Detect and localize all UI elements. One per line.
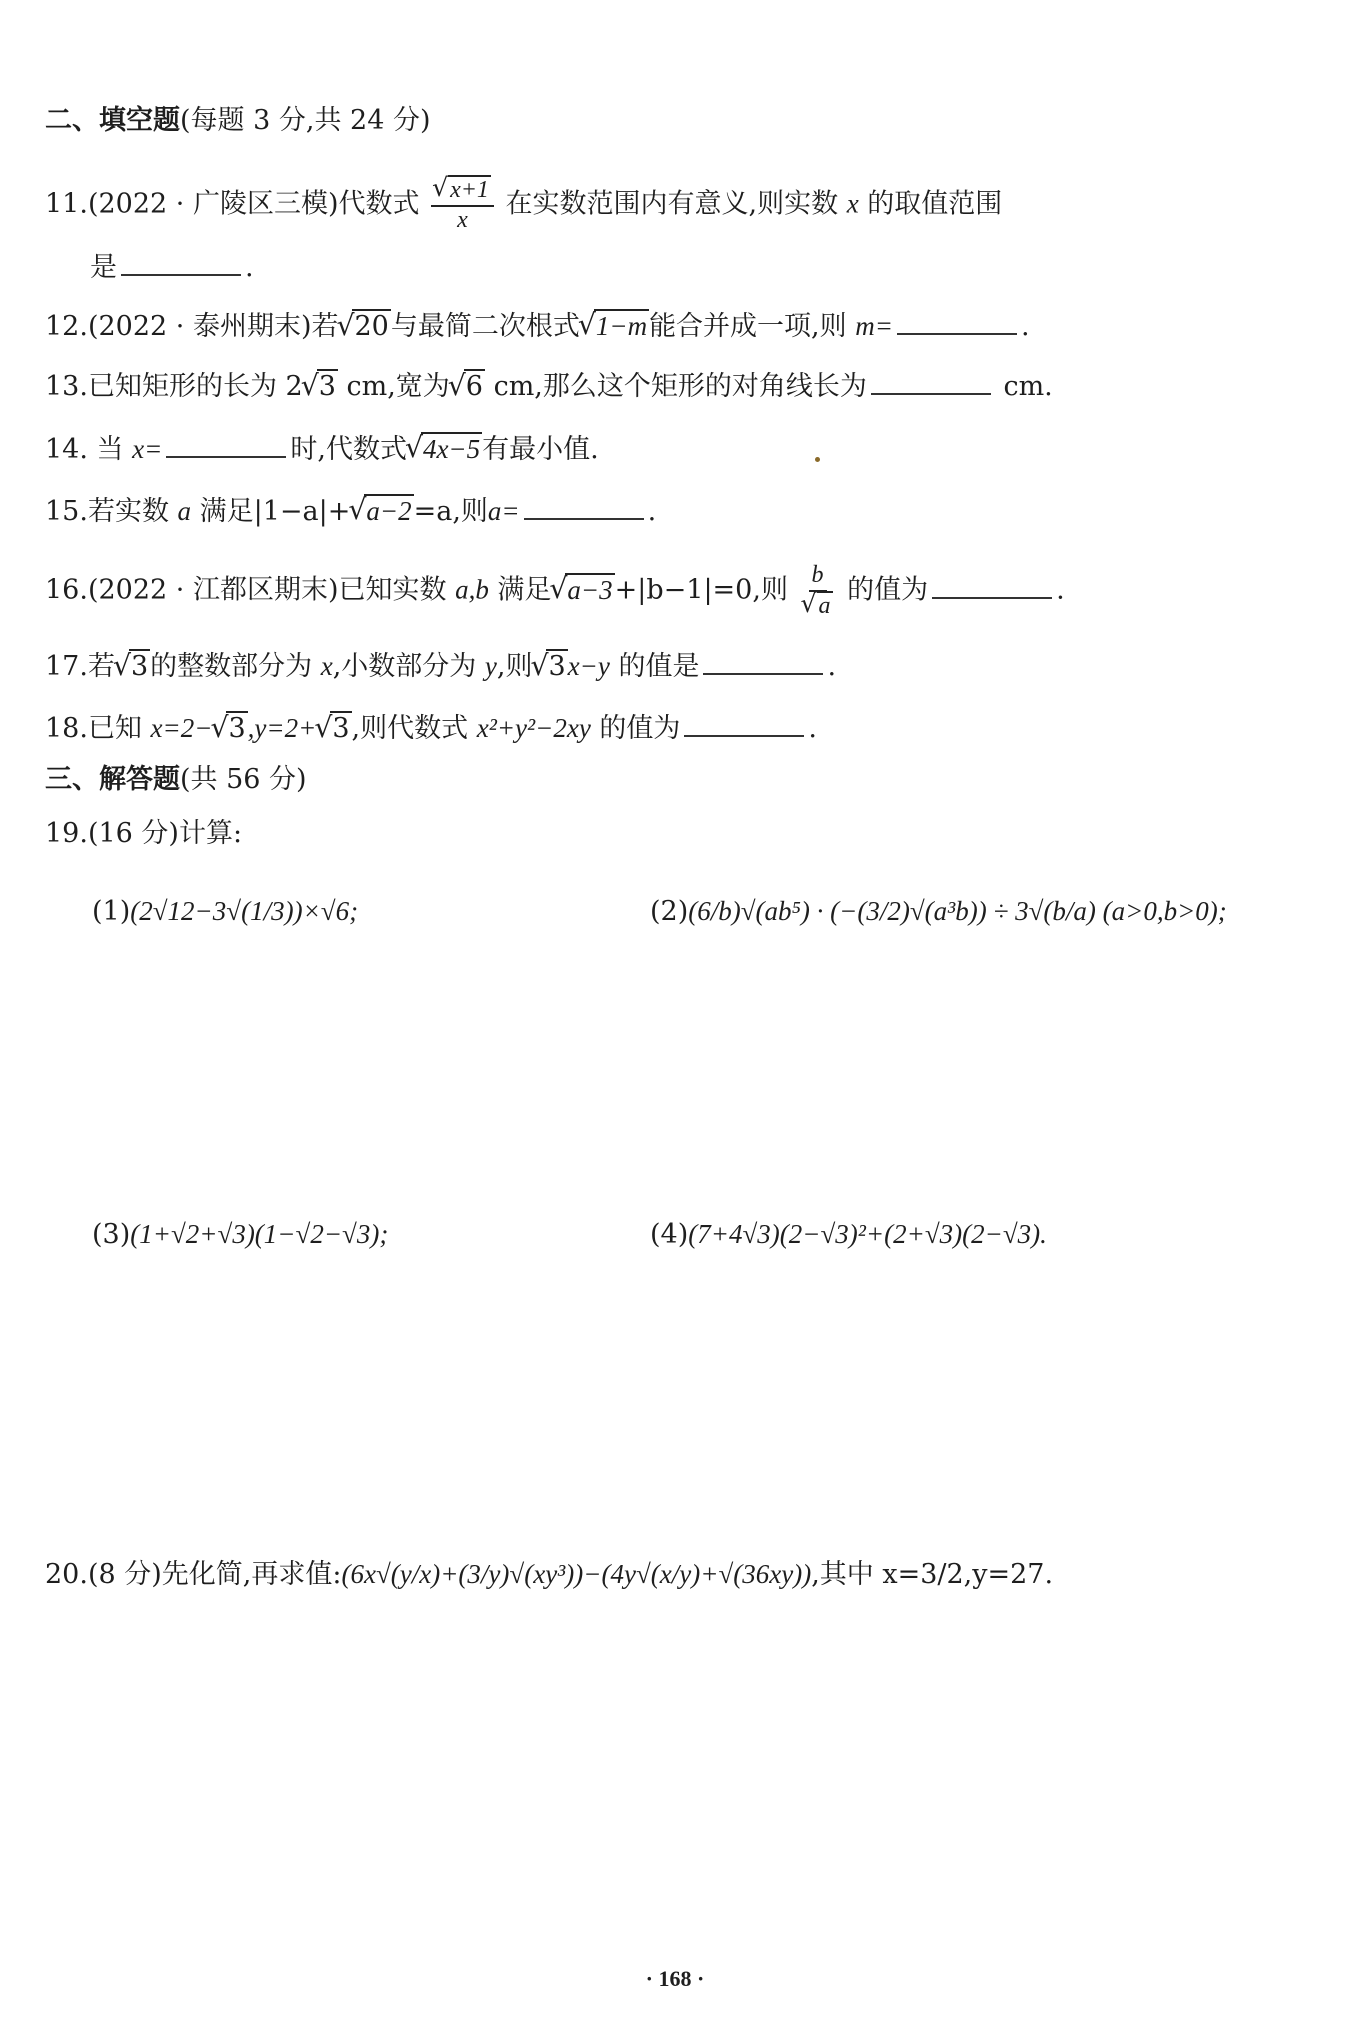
fraction: b √ a [800, 562, 836, 620]
question-17: 17.若√ 3的整数部分为 x,小数部分为 y,则√ 3x−y 的值是 . [45, 650, 836, 683]
answer-blank[interactable] [871, 371, 991, 395]
fraction: √ $\frac{x+1}{x}$ [431, 176, 494, 234]
question-16: 16.(2022 · 江都区期末)已知实数 a,b 满足√ a−3+|b−1|=0,则 b √ a 的值为 . [45, 562, 1065, 620]
question-20: 20.(8 分)先化简,再求值:(6x√(y/x)+(3/y)√(xy³))−(4y√(x/y)+√(36xy)),其中 x=3/2,y=27. [45, 1559, 1054, 1590]
ink-dot [815, 457, 820, 462]
answer-blank[interactable] [166, 434, 286, 458]
answer-blank[interactable] [684, 713, 804, 737]
answer-blank[interactable] [524, 496, 644, 520]
page-number: · 168 · [645, 1966, 705, 1991]
answer-blank[interactable] [121, 252, 241, 276]
question-12: 12.(2022 · 泰州期末)若√ 20与最简二次根式√ 1−m能合并成一项,则 m= . [45, 310, 1030, 343]
question-13: 13.已知矩形的长为 2√ 3 cm,宽为√ 6 cm,那么这个矩形的对角线长为 cm. [45, 371, 1053, 403]
question-19: 19.(16 分)计算: [45, 818, 243, 849]
question-18: 18.已知 x=2−√ 3,y=2+√ 3,则代数式 x²+y²−2xy 的值为 . [45, 712, 817, 745]
section-3-heading: 三、解答题(共 56 分) [45, 764, 307, 795]
question-19-part-1: (1)(2√12−3√(1/3))×√6; [92, 896, 359, 927]
question-11-cont: 是 . [90, 252, 254, 283]
question-19-part-3: (3)(1+√2+√3)(1−√2−√3); [92, 1219, 389, 1250]
question-15: 15.若实数 a 满足|1−a|+√ a−2=a,则a= . [45, 495, 656, 528]
answer-blank[interactable] [703, 651, 823, 675]
question-11: 11.(2022 · 广陵区三模)代数式 √ $\frac{x+1}{x}$ 在实数范围内有意义,则实数 x 的取值范围 [45, 176, 1002, 234]
question-19-part-4: (4)(7+4√3)(2−√3)²+(2+√3)(2−√3). [650, 1219, 1047, 1250]
section-2-heading: 二、填空题(每题 3 分,共 24 分) [45, 105, 431, 136]
answer-blank[interactable] [932, 575, 1052, 599]
question-19-part-2: (2)(6/b)√(ab⁵) · (−(3/2)√(a³b)) ÷ 3√(b/a) (a>0,b>0); [650, 896, 1227, 927]
question-14: 14. 当 x= 时,代数式√ 4x−5有最小值. [45, 433, 599, 466]
answer-blank[interactable] [897, 311, 1017, 335]
